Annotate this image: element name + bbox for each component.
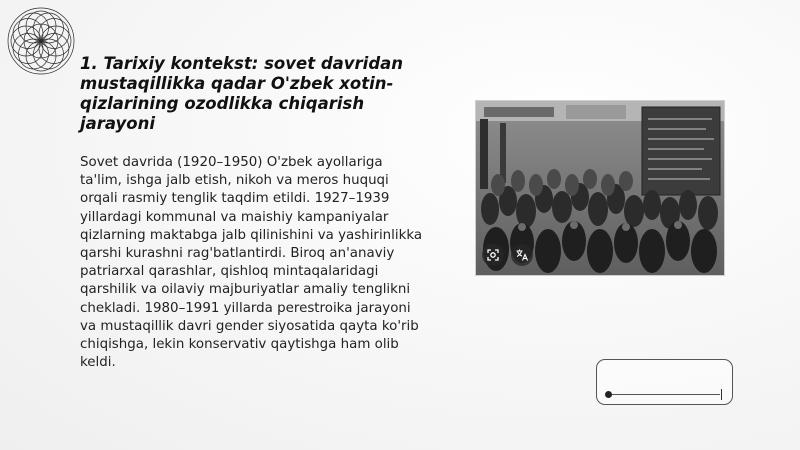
media-player-control[interactable] [596, 359, 733, 405]
media-progress-handle[interactable] [605, 391, 612, 398]
lens-search-icon [486, 248, 500, 262]
rosette-ornament-icon [4, 4, 78, 78]
translate-icon [515, 248, 529, 262]
lens-search-button[interactable] [482, 244, 504, 266]
translate-button[interactable] [511, 244, 533, 266]
media-progress-end-marker [721, 389, 722, 400]
slide-title: 1. Tarixiy kontekst: sovet davridan mustaqillikka qadar O'zbek xotin-qizlarining ozodlikka chiqarish jarayoni [80, 54, 404, 133]
slide-body-text: Sovet davrida (1920–1950) O'zbek ayollariga ta'lim, ishga jalb etish, nikoh va meros huquqi orqali rasmiy tenglik taqdim etildi. 1927–1939 yillardagi kommunal va maishiy kampaniyalar qizlarning maktabga jalb qilinishini va yashirinlikka qarshi kurashni rag'batlantirdi. Biroq an'anaviy patriarxal qarashlar, qishloq mintaqalaridagi qarshilik va oilaviy majburiyatlar amaliy tenglikni chekladi. 1980–1991 yillarda perestroika jarayoni va mustaqillik davri gender siyosatida qayta ko'rib chiqishga, lekin konservativ qaytishga ham olib keldi. [80, 155, 423, 371]
media-progress-track[interactable] [608, 394, 720, 395]
